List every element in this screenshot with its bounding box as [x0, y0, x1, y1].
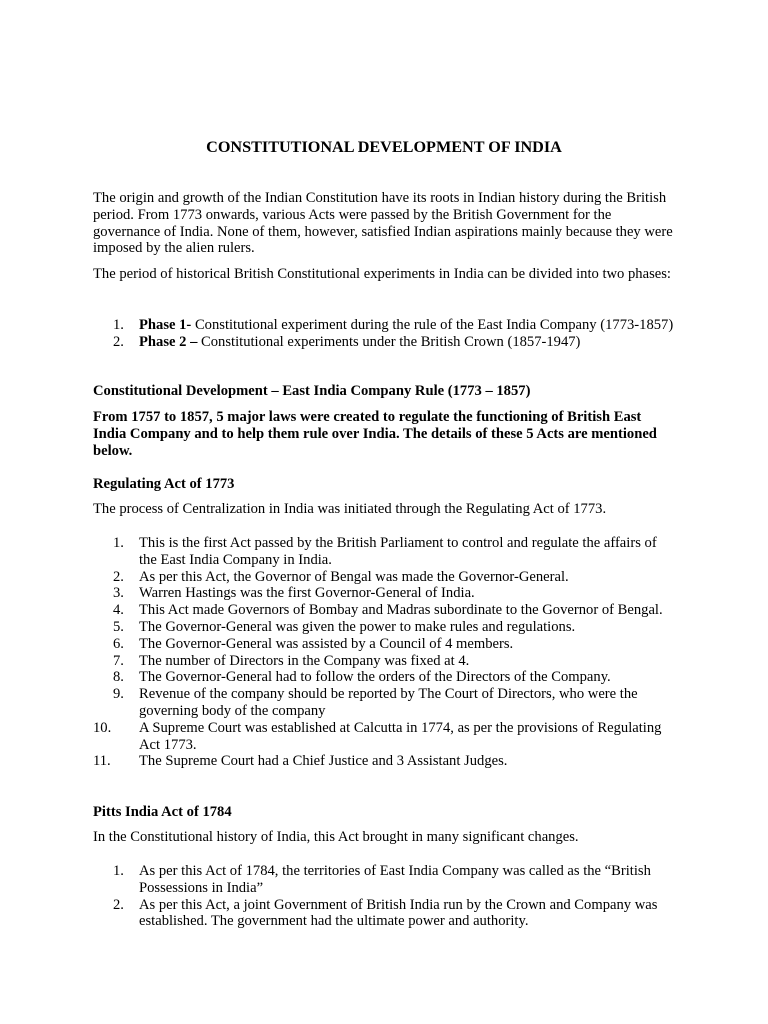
list-item-text: The Governor-General was given the power to make rules and regulations. — [139, 618, 576, 635]
list-item — [93, 753, 675, 770]
list-item — [93, 569, 675, 586]
list-item-text: The number of Directors in the Company was fixed at 4. — [139, 652, 470, 669]
list-number: 2. — [113, 896, 124, 913]
list-item-text: Revenue of the company should be reported by The Court of Directors, who were the governing body of the company — [139, 686, 638, 719]
list-item-text: This Act made Governors of Bombay and Madras subordinate to the Governor of Bengal. — [139, 602, 663, 619]
section-heading-company-rule: Constitutional Development – East India Company Rule (1773 – 1857) — [93, 383, 531, 399]
list-item — [93, 636, 675, 653]
list-number: 11. — [93, 753, 111, 770]
list-item — [93, 720, 675, 754]
list-item-text: As per this Act, the Governor of Bengal was made the Governor-General. — [139, 568, 569, 585]
list-item — [93, 897, 675, 931]
list-number: 2. — [113, 333, 124, 350]
list-item — [93, 585, 675, 602]
phase-label: Phase 2 – — [139, 333, 198, 350]
list-number: 1. — [113, 863, 124, 879]
intro-paragraph-1: The origin and growth of the Indian Constitution have its roots in Indian history during the British period. From 1773 onwards, various Acts were passed by the British Government for the governance of India. None of them, however, satisfied Indian aspirations mainly because they were imposed by the alien rulers. — [93, 190, 673, 257]
phase-label: Phase 1- — [139, 317, 192, 333]
phases-list — [93, 317, 675, 351]
list-number: 1. — [113, 535, 124, 551]
list-item — [93, 669, 675, 686]
intro-paragraph-2: The period of historical British Constitutional experiments in India can be divided into two phases: — [93, 266, 671, 282]
list-number: 4. — [113, 602, 124, 619]
list-item-text: The Supreme Court had a Chief Justice and 3 Assistant Judges. — [139, 753, 508, 770]
document-title: CONSTITUTIONAL DEVELOPMENT OF INDIA — [206, 138, 562, 156]
phase-text: Constitutional experiment during the rule of the East India Company (1773-1857) — [191, 317, 674, 333]
list-item — [93, 535, 675, 569]
list-number: 8. — [113, 669, 124, 686]
regulating-act-intro: The process of Centralization in India was initiated through the Regulating Act of 1773. — [93, 501, 607, 517]
list-item-text: Warren Hastings was the first Governor-General of India. — [139, 585, 475, 602]
pitts-act-intro: In the Constitutional history of India, this Act brought in many significant changes. — [93, 829, 579, 845]
pitts-act-list — [93, 863, 675, 930]
section-heading-pitts-act: Pitts India Act of 1784 — [93, 804, 232, 820]
list-item — [93, 863, 675, 897]
list-number: 10. — [93, 719, 112, 736]
list-item-text: As per this Act, a joint Government of British India run by the Crown and Company was established. The government had the ultimate power and authority. — [139, 896, 658, 930]
list-number: 2. — [113, 568, 124, 585]
list-number: 9. — [113, 686, 124, 703]
list-item-text: The Governor-General was assisted by a Council of 4 members. — [139, 635, 514, 652]
list-item-text: As per this Act of 1784, the territories of East India Company was called as the “British Possessions in India” — [139, 863, 651, 896]
list-item — [93, 653, 675, 670]
company-rule-summary: From 1757 to 1857, 5 major laws were created to regulate the functioning of British East India Company and to help them rule over India. The details of these 5 Acts are mentioned below. — [93, 409, 657, 459]
list-number: 1. — [113, 317, 124, 333]
list-item-text: The Governor-General had to follow the orders of the Directors of the Company. — [139, 669, 611, 686]
list-number: 7. — [113, 652, 124, 669]
list-item — [93, 602, 675, 619]
section-heading-regulating-act: Regulating Act of 1773 — [93, 476, 235, 492]
regulating-act-list — [93, 535, 675, 770]
phase-text: Constitutional experiments under the British Crown (1857-1947) — [197, 333, 581, 350]
list-number: 6. — [113, 635, 124, 652]
list-item — [93, 619, 675, 636]
list-item-text: A Supreme Court was established at Calcutta in 1774, as per the provisions of Regulating Act 1773. — [139, 719, 662, 753]
list-item — [93, 317, 675, 334]
list-item — [93, 334, 675, 351]
list-number: 3. — [113, 585, 124, 602]
list-number: 5. — [113, 618, 124, 635]
list-item — [93, 686, 675, 720]
list-item-text: This is the first Act passed by the British Parliament to control and regulate the affairs of the East India Company in India. — [139, 535, 657, 568]
